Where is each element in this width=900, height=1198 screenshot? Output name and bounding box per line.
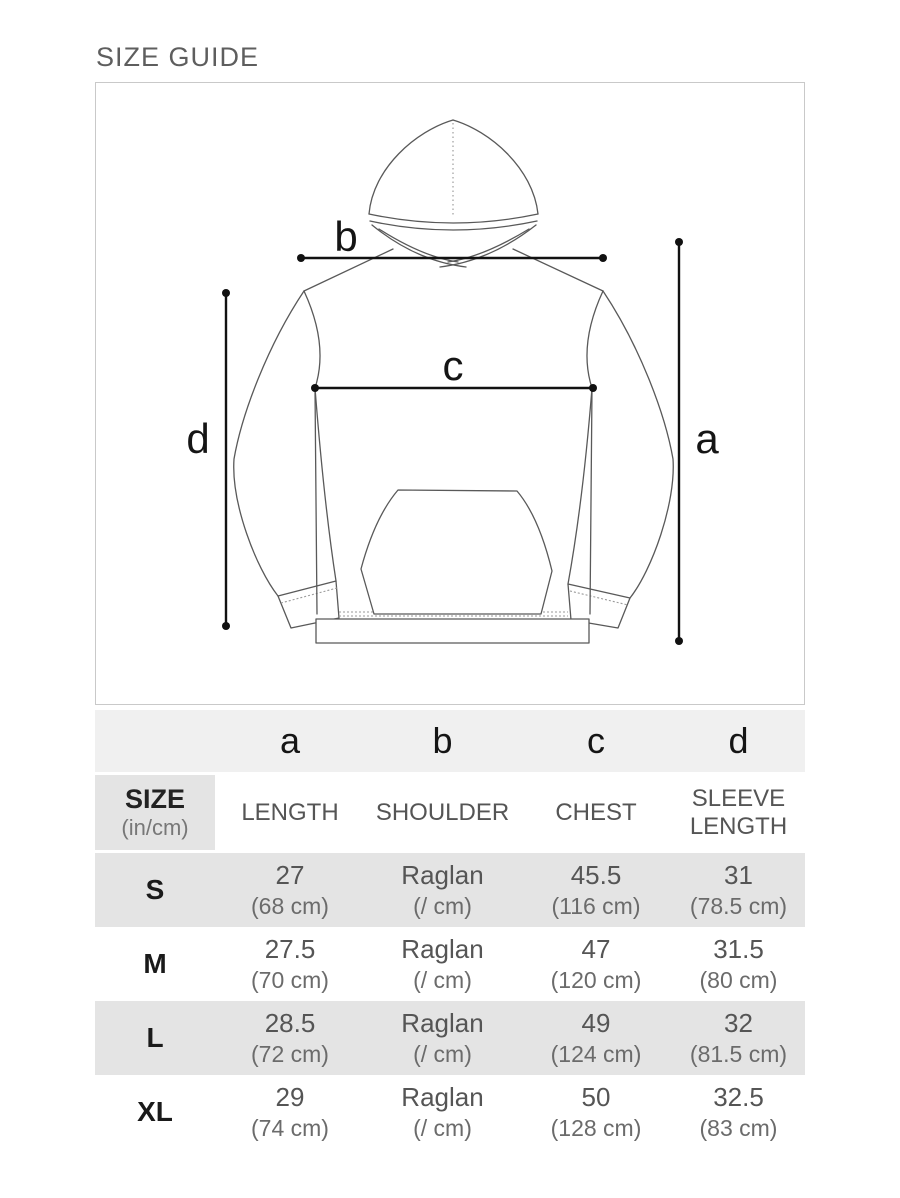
value-in: 28.5 <box>264 1008 316 1039</box>
corner-subtitle: (in/cm) <box>121 815 189 841</box>
cell-s-shoulder <box>365 853 520 927</box>
value-in: 31 <box>724 860 753 891</box>
hoodie-diagram-svg <box>96 83 804 704</box>
table-row-l <box>95 1001 805 1075</box>
letter-cell-b: b <box>432 720 453 761</box>
value-cm: (128 cm) <box>550 1114 642 1141</box>
cell-l-chest <box>520 1001 672 1075</box>
cell-xl-chest <box>520 1075 672 1149</box>
value-cm: (/ cm) <box>413 1040 472 1067</box>
column-header-length: LENGTH <box>241 798 339 826</box>
value-cm: (/ cm) <box>413 966 472 993</box>
cell-xl-shoulder <box>365 1075 520 1149</box>
value-cm: (72 cm) <box>251 1040 329 1067</box>
size-label: L <box>146 1022 164 1053</box>
size-table <box>95 710 805 1149</box>
hoodie-measurement-diagram <box>95 82 805 705</box>
cell-m-length <box>215 927 365 1001</box>
value-cm: (68 cm) <box>251 892 329 919</box>
hood-sketch <box>369 120 538 267</box>
value-in: 32.5 <box>713 1082 764 1113</box>
size-label: XL <box>137 1096 173 1127</box>
measure-line-c <box>311 342 597 392</box>
column-header-shoulder: SHOULDER <box>375 798 510 826</box>
value-in: 27.5 <box>264 934 316 965</box>
measure-line-b <box>297 213 607 262</box>
cell-l-shoulder <box>365 1001 520 1075</box>
value-cm: (/ cm) <box>413 1114 472 1141</box>
value-in: 47 <box>581 934 611 965</box>
value-cm: (81.5 cm) <box>689 1040 788 1067</box>
label-a: a <box>695 415 719 462</box>
value-cm: (80 cm) <box>699 966 778 993</box>
value-in: 32 <box>724 1008 753 1039</box>
pocket-sketch <box>361 490 552 614</box>
value-in: 27 <box>275 860 305 891</box>
cell-m-shoulder <box>365 927 520 1001</box>
measure-letter-row <box>95 710 805 772</box>
value-in: 49 <box>581 1008 611 1039</box>
cell-m-chest <box>520 927 672 1001</box>
table-header-row <box>95 775 805 850</box>
cell-s-length <box>215 853 365 927</box>
label-b: b <box>334 213 358 260</box>
corner-title: SIZE <box>124 784 185 815</box>
label-c: c <box>442 342 464 389</box>
value-cm: (70 cm) <box>251 966 329 993</box>
value-cm: (78.5 cm) <box>689 892 788 919</box>
value-in: Raglan <box>401 934 484 965</box>
value-cm: (74 cm) <box>251 1114 329 1141</box>
value-cm: (124 cm) <box>550 1040 642 1067</box>
value-cm: (/ cm) <box>413 892 472 919</box>
cell-l-sleeve <box>672 1001 805 1075</box>
table-row-xl <box>95 1075 805 1149</box>
cell-l-length <box>215 1001 365 1075</box>
value-cm: (120 cm) <box>550 966 642 993</box>
table-row-s <box>95 853 805 927</box>
cell-m-sleeve <box>672 927 805 1001</box>
value-in: 31.5 <box>713 934 764 965</box>
value-in: 50 <box>581 1082 611 1113</box>
cell-s-sleeve <box>672 853 805 927</box>
column-header-chest: CHEST <box>555 798 637 826</box>
measure-line-d <box>186 289 230 630</box>
value-cm: (116 cm) <box>551 892 641 919</box>
cell-s-chest <box>520 853 672 927</box>
letter-cell-a: a <box>279 720 301 761</box>
label-d: d <box>186 415 210 462</box>
cell-xl-sleeve <box>672 1075 805 1149</box>
value-in: Raglan <box>401 1082 484 1113</box>
value-in: 45.5 <box>570 860 622 891</box>
size-label: S <box>145 874 165 905</box>
page-title: SIZE GUIDE <box>96 42 260 72</box>
value-in: Raglan <box>401 860 484 891</box>
cell-xl-length <box>215 1075 365 1149</box>
column-header-sleeve-length: SLEEVE LENGTH <box>689 784 788 840</box>
value-cm: (83 cm) <box>699 1114 778 1141</box>
value-in: Raglan <box>401 1008 484 1039</box>
value-in: 29 <box>275 1082 305 1113</box>
size-label: M <box>143 948 167 979</box>
letter-cell-empty <box>95 710 215 772</box>
table-row-m <box>95 927 805 1001</box>
letter-cell-d: d <box>728 720 749 761</box>
measure-line-a <box>675 238 719 645</box>
size-unit-corner-cell <box>95 775 215 850</box>
letter-cell-c: c <box>587 720 605 761</box>
